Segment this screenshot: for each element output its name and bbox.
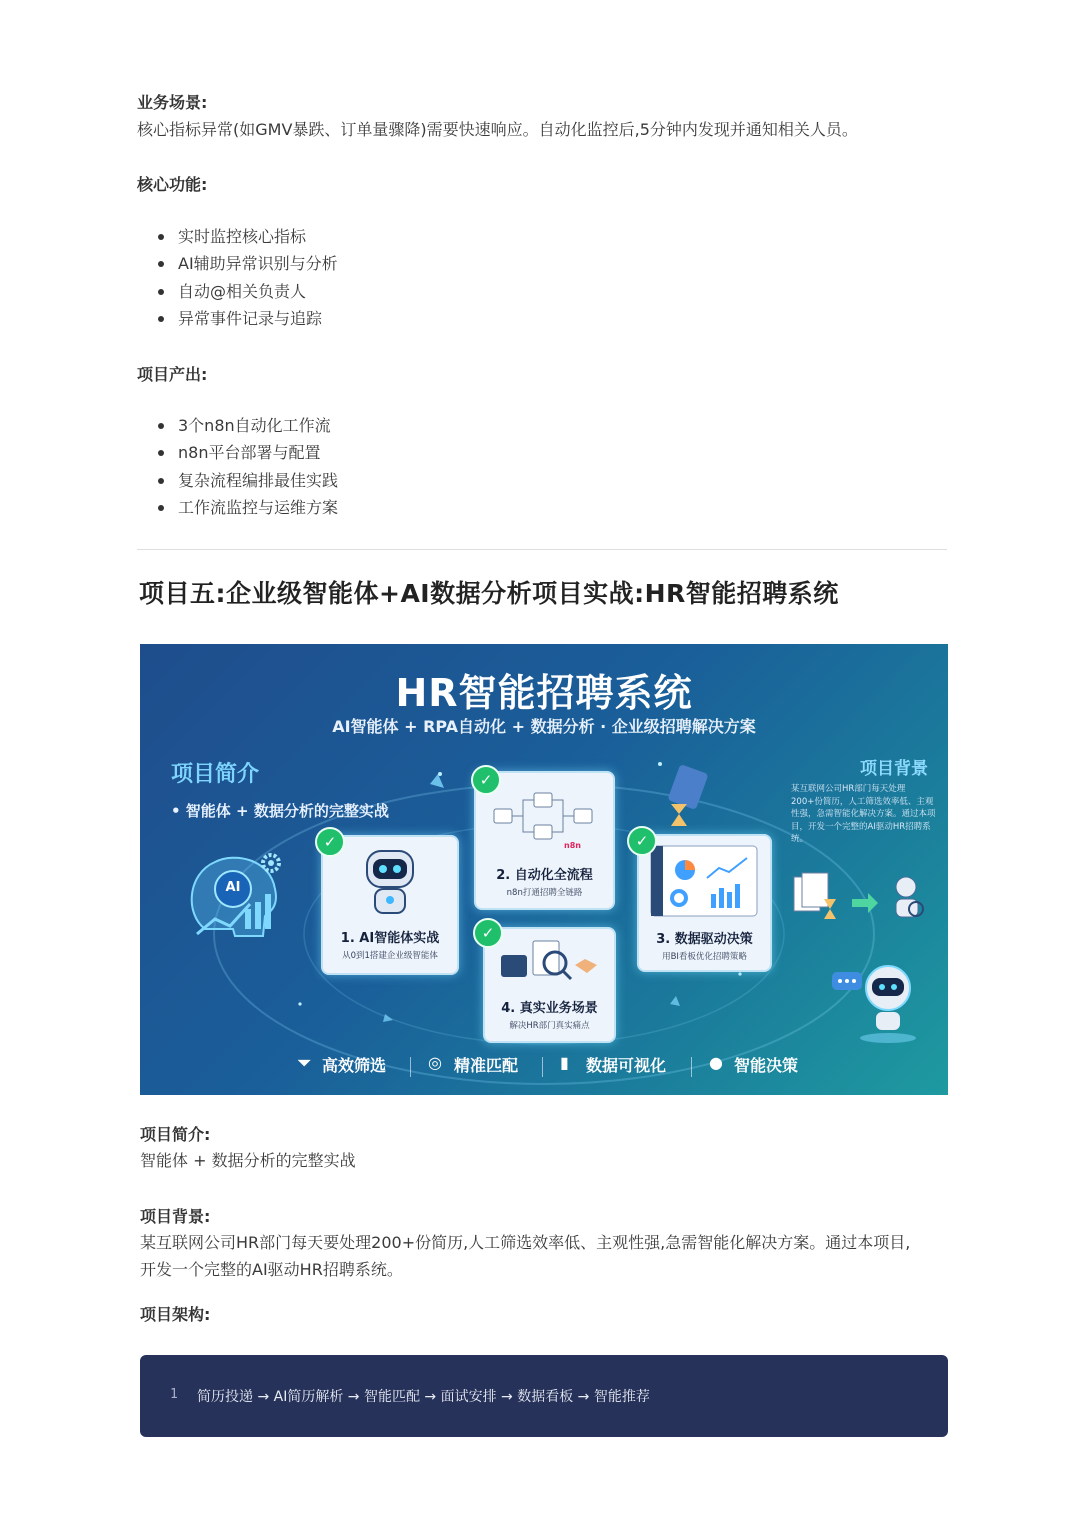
hourglass-icon (645, 764, 715, 834)
banner-title: HR智能招聘系统 (395, 671, 693, 715)
gear-icon (258, 850, 284, 876)
card-subtitle: 解决HR部门真实痛点 (509, 1021, 590, 1031)
list-item: 3个n8n自动化工作流 (158, 412, 338, 439)
background-label: 项目背景: (140, 1207, 211, 1226)
list-item: 自动@相关负责人 (158, 278, 338, 305)
robot-icon (355, 843, 425, 921)
card-title: 1. AI智能体实战 (340, 931, 440, 946)
card-title: 4. 真实业务场景 (501, 1001, 598, 1016)
feature-card-real-scenario (483, 927, 616, 1043)
footer-item: 精准匹配 (454, 1056, 519, 1075)
banner-intro-heading: 项目简介 (171, 762, 260, 787)
list-item: AI辅助异常识别与分析 (158, 250, 338, 277)
banner-background-heading: 项目背景 (860, 759, 928, 779)
list-item: 异常事件记录与追踪 (158, 305, 338, 332)
bullet-icon (158, 316, 164, 322)
ai-badge: AI (225, 880, 241, 895)
features-label: 核心功能: (137, 175, 208, 194)
background-text-line1: 某互联网公司HR部门每天要处理200+份简历,人工筛选效率低、主观性强,急需智能化解决方案。通过本项目, (140, 1233, 911, 1252)
output-label: 项目产出: (137, 365, 208, 384)
bullet-icon (158, 478, 164, 484)
banner-background-text: 某互联网公司HR部门每天处理200+份简历，人工筛选效率低、主观性强，急需智能化解决方案。通过本项目，开发一个完整的AI驱动HR招聘系统。 (791, 784, 936, 844)
list-item: 工作流监控与运维方案 (158, 494, 338, 521)
check-icon: ✓ (315, 827, 345, 857)
feature-card-data-decision (637, 834, 772, 972)
banner-subtitle: AI智能体 + RPA自动化 + 数据分析 · 企业级招聘解决方案 (332, 717, 756, 736)
code-block (140, 1355, 948, 1437)
bulb-icon: ● (709, 1053, 723, 1072)
list-item: 复杂流程编排最佳实践 (158, 467, 338, 494)
card-subtitle: 用BI看板优化招聘策略 (662, 952, 747, 962)
intro-label: 项目简介: (140, 1125, 211, 1144)
filter-icon: ⏷ (298, 1053, 311, 1072)
features-list (158, 223, 338, 332)
bar-chart-icon: ▮ (560, 1053, 569, 1072)
check-icon: ✓ (473, 918, 503, 948)
background-text-line2: 开发一个完整的AI驱动HR招聘系统。 (140, 1260, 403, 1279)
footer-item: 数据可视化 (586, 1056, 667, 1075)
code-line: 简历投递 → AI简历解析 → 智能匹配 → 面试安排 → 数据看板 → 智能推荐 (197, 1389, 650, 1405)
bullet-icon (158, 289, 164, 295)
check-icon: ✓ (627, 826, 657, 856)
scenario-label: 业务场景: (137, 93, 208, 112)
list-item: 实时监控核心指标 (158, 223, 338, 250)
feature-card-ai-agent (321, 835, 459, 975)
architecture-label: 项目架构: (140, 1305, 211, 1324)
bullet-icon (158, 423, 164, 429)
intro-text: 智能体 + 数据分析的完整实战 (140, 1151, 356, 1170)
bullet-icon (158, 234, 164, 240)
workflow-icon (490, 787, 600, 847)
resume-search-icon (497, 935, 602, 987)
banner-intro-text: • 智能体 + 数据分析的完整实战 (171, 802, 389, 820)
footer-separator (691, 1057, 692, 1077)
resume-to-robot-icon (788, 869, 938, 929)
footer-separator (410, 1057, 411, 1077)
target-icon: ◎ (428, 1053, 442, 1072)
bullet-icon (158, 505, 164, 511)
bullet-icon (158, 261, 164, 267)
bullet-icon (158, 450, 164, 456)
scenario-text: 核心指标异常(如GMV暴跌、订单量骤降)需要快速响应。自动化监控后,5分钟内发现并通知相关人员。 (137, 120, 858, 139)
chat-robot-icon (830, 944, 940, 1044)
card-subtitle: n8n打通招聘全链路 (506, 888, 583, 898)
banner-footer (140, 1053, 948, 1083)
project-banner-image (140, 644, 948, 1095)
list-item: n8n平台部署与配置 (158, 439, 338, 466)
section-divider (137, 549, 947, 550)
line-number: 1 (170, 1387, 178, 1402)
dashboard-icon (649, 844, 759, 918)
footer-item: 智能决策 (734, 1056, 799, 1075)
n8n-logo: n8n (564, 841, 581, 850)
outputs-list (158, 412, 338, 521)
card-title: 2. 自动化全流程 (496, 868, 593, 883)
section-heading: 项目五:企业级智能体+AI数据分析项目实战:HR智能招聘系统 (139, 579, 839, 608)
footer-item: 高效筛选 (322, 1056, 387, 1075)
card-title: 3. 数据驱动决策 (656, 932, 753, 947)
footer-separator (542, 1057, 543, 1077)
card-subtitle: 从0到1搭建企业级智能体 (342, 951, 438, 961)
check-icon: ✓ (471, 765, 501, 795)
